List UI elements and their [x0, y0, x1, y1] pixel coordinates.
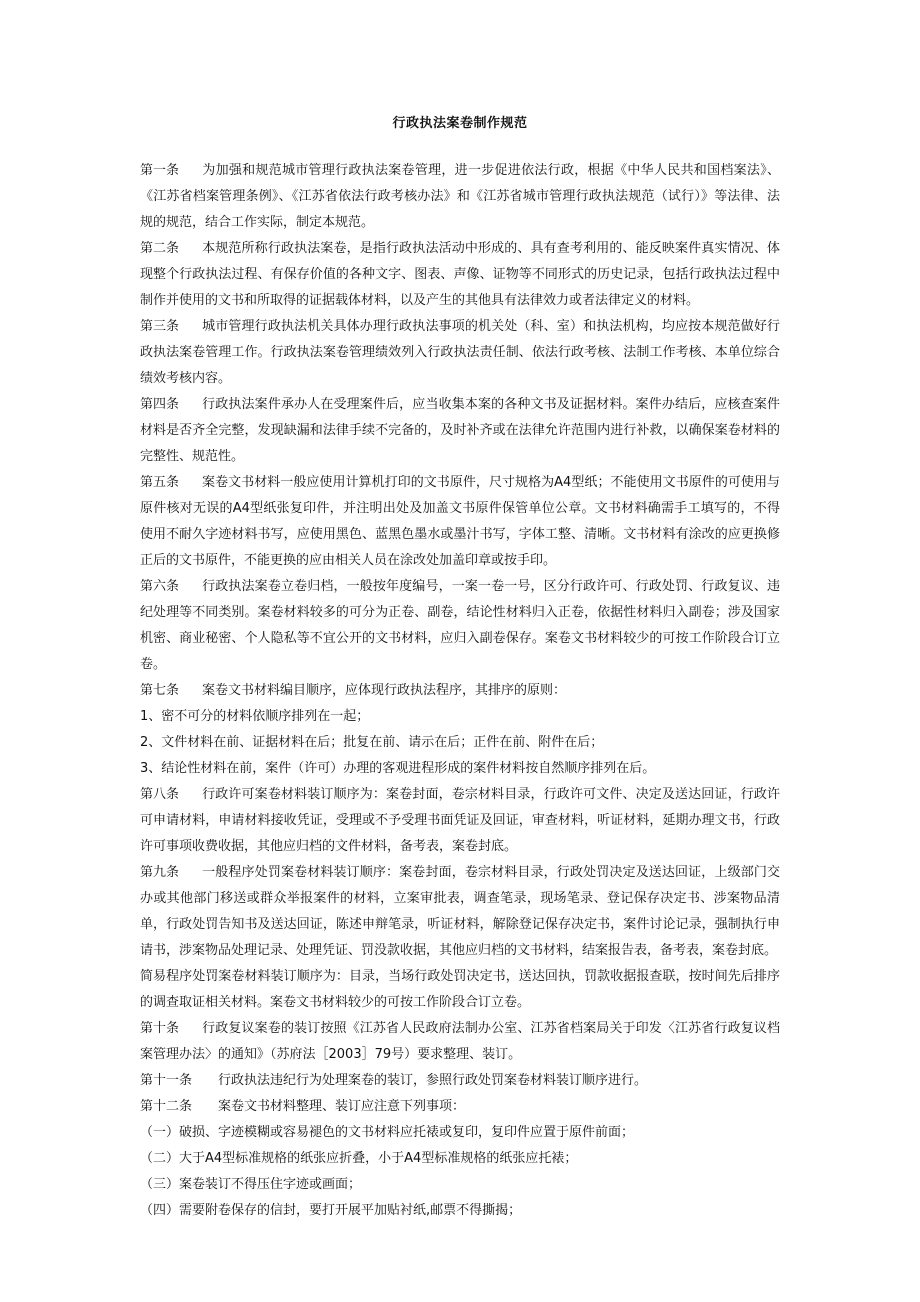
list-item-text: （三）案卷装订不得压住字迹或画面；: [140, 1177, 362, 1192]
article-label: 第十条: [140, 1021, 180, 1036]
article-text: 行政执法违纪行为处理案卷的装订，参照行政处罚案卷材料装订顺序进行。: [218, 1073, 648, 1088]
article-text: 案卷文书材料编目顺序，应体现行政执法程序，其排序的原则：: [202, 683, 567, 698]
article-text: 城市管理行政执法机关具体办理行政执法事项的机关处（科、室）和执法机构，均应按本规范做好行政执法案卷管理工作。行政执法案卷管理绩效列入行政执法责任制、依法行政考核、法制工作考核、本单位综合绩效考核内容。: [140, 319, 780, 386]
article-label: 第十一条: [140, 1073, 193, 1088]
article-label: 第三条: [140, 319, 180, 334]
article-label: 第八条: [140, 787, 180, 802]
article-label: 第四条: [140, 397, 180, 412]
list-item-text: （一）破损、字迹模糊或容易褪色的文书材料应托裱或复印，复印件应置于原件前面；: [140, 1125, 635, 1140]
article-label: 第六条: [140, 579, 180, 594]
article-text: 为加强和规范城市管理行政执法案卷管理，进一步促进依法行政，根据《中华人民共和国档案法》、《江苏省档案管理条例》、《江苏省依法行政考核办法》和《江苏省城市管理行政执法规范（试行）》等法律、法规的规范，结合工作实际，制定本规范。: [140, 163, 780, 230]
paragraph-text: 简易程序处罚案卷材料装订顺序为：目录，当场行政处罚决定书，送达回执，罚款收据报查联，按时间先后排序的调查取证相关材料。案卷文书材料较少的可按工作阶段合订立卷。: [140, 969, 780, 1010]
article-1: [140, 158, 780, 236]
article-2: [140, 236, 780, 314]
list-item-text: （二）大于A4型标准规格的纸张应折叠，小于A4型标准规格的纸张应托裱；: [140, 1151, 578, 1166]
article-text: 案卷文书材料一般应使用计算机打印的文书原件，尺寸规格为A4型纸；不能使用文书原件的可使用与原件核对无误的A4型纸张复印件，并注明出处及加盖文书原件保管单位公章。文书材料确需手工填写的，不得使用不耐久字迹材料书写，应使用黑色、蓝黑色墨水或墨汁书写，字体工整、清晰。文书材料有涂改的应更换修正后的文书原件，不能更换的应由相关人员在涂改处加盖印章或按手印。: [140, 475, 780, 568]
article-10: [140, 1016, 780, 1068]
article-7: [140, 678, 780, 704]
article-label: 第七条: [140, 683, 180, 698]
article-label: 第一条: [140, 163, 180, 178]
article-9: [140, 860, 780, 964]
list-item-text: 3、结论性材料在前，案件（许可）办理的客观进程形成的案件材料按自然顺序排列在后。: [140, 761, 656, 776]
article-4: [140, 392, 780, 470]
article-text: 行政执法案卷立卷归档，一般按年度编号，一案一卷一号，区分行政许可、行政处罚、行政复议、违纪处理等不同类别。案卷材料较多的可分为正卷、副卷，结论性材料归入正卷，依据性材料归入副卷；涉及国家机密、商业秘密、个人隐私等不宜公开的文书材料，应归入副卷保存。案卷文书材料较少的可按工作阶段合订立卷。: [140, 579, 780, 672]
article-6: [140, 574, 780, 678]
list-item: [140, 1198, 780, 1224]
article-text: 行政许可案卷材料装订顺序为：案卷封面，卷宗材料目录，行政许可文件、决定及送达回证，行政许可申请材料，申请材料接收凭证，受理或不予受理书面凭证及回证，审查材料，听证材料，延期办理文书，行政许可事项收费收据，其他应归档的文件材料，备考表，案卷封底。: [140, 787, 780, 854]
article-11: [140, 1068, 780, 1094]
document-title: 行政执法案卷制作规范: [392, 116, 528, 131]
list-item-text: 1、密不可分的材料依顺序排列在一起；: [140, 709, 370, 724]
article-label: 第二条: [140, 241, 180, 256]
article-text: 本规范所称行政执法案卷，是指行政执法活动中形成的、具有查考利用的、能反映案件真实情况、体现整个行政执法过程、有保存价值的各种文字、图表、声像、证物等不同形式的历史记录，包括行政执法过程中制作并使用的文书和所取得的证据载体材料，以及产生的其他具有法律效力或者法律定义的材料。: [140, 241, 780, 308]
list-item-text: （四）需要附卷保存的信封，要打开展平加贴衬纸,邮票不得撕揭；: [140, 1203, 522, 1218]
list-item: [140, 756, 780, 782]
list-item: [140, 1172, 780, 1198]
article-text: 行政执法案件承办人在受理案件后，应当收集本案的各种文书及证据材料。案件办结后，应核查案件材料是否齐全完整，发现缺漏和法律手续不完备的，及时补齐或在法律允许范围内进行补救，以确保案卷材料的完整性、规范性。: [140, 397, 780, 464]
list-item: [140, 730, 780, 756]
list-item: [140, 1120, 780, 1146]
article-8: [140, 782, 780, 860]
article-label: 第十二条: [140, 1099, 193, 1114]
paragraph: [140, 964, 780, 1016]
article-text: 一般程序处罚案卷材料装订顺序：案卷封面，卷宗材料目录，行政处罚决定及送达回证，上级部门交办或其他部门移送或群众举报案件的材料，立案审批表，调查笔录，现场笔录、登记保存决定书、涉案物品清单，行政处罚告知书及送达回证，陈述申辩笔录，听证材料，解除登记保存决定书，案件讨论记录，强制执行申请书，涉案物品处理记录、处理凭证、罚没款收据，其他应归档的文书材料，结案报告表，备考表，案卷封底。: [140, 865, 780, 958]
article-text: 案卷文书材料整理、装订应注意下列事项：: [218, 1099, 466, 1114]
article-label: 第五条: [140, 475, 180, 490]
list-item: [140, 704, 780, 730]
article-5: [140, 470, 780, 574]
article-3: [140, 314, 780, 392]
list-item: [140, 1146, 780, 1172]
article-text: 行政复议案卷的装订按照《江苏省人民政府法制办公室、江苏省档案局关于印发〈江苏省行政复议档案管理办法〉的通知》（苏府法［2003］79号）要求整理、装订。: [140, 1021, 780, 1062]
list-item-text: 2、文件材料在前、证据材料在后；批复在前、请示在后；正件在前、附件在后；: [140, 735, 604, 750]
article-12: [140, 1094, 780, 1120]
document-body: [140, 158, 780, 1224]
article-label: 第九条: [140, 865, 180, 880]
